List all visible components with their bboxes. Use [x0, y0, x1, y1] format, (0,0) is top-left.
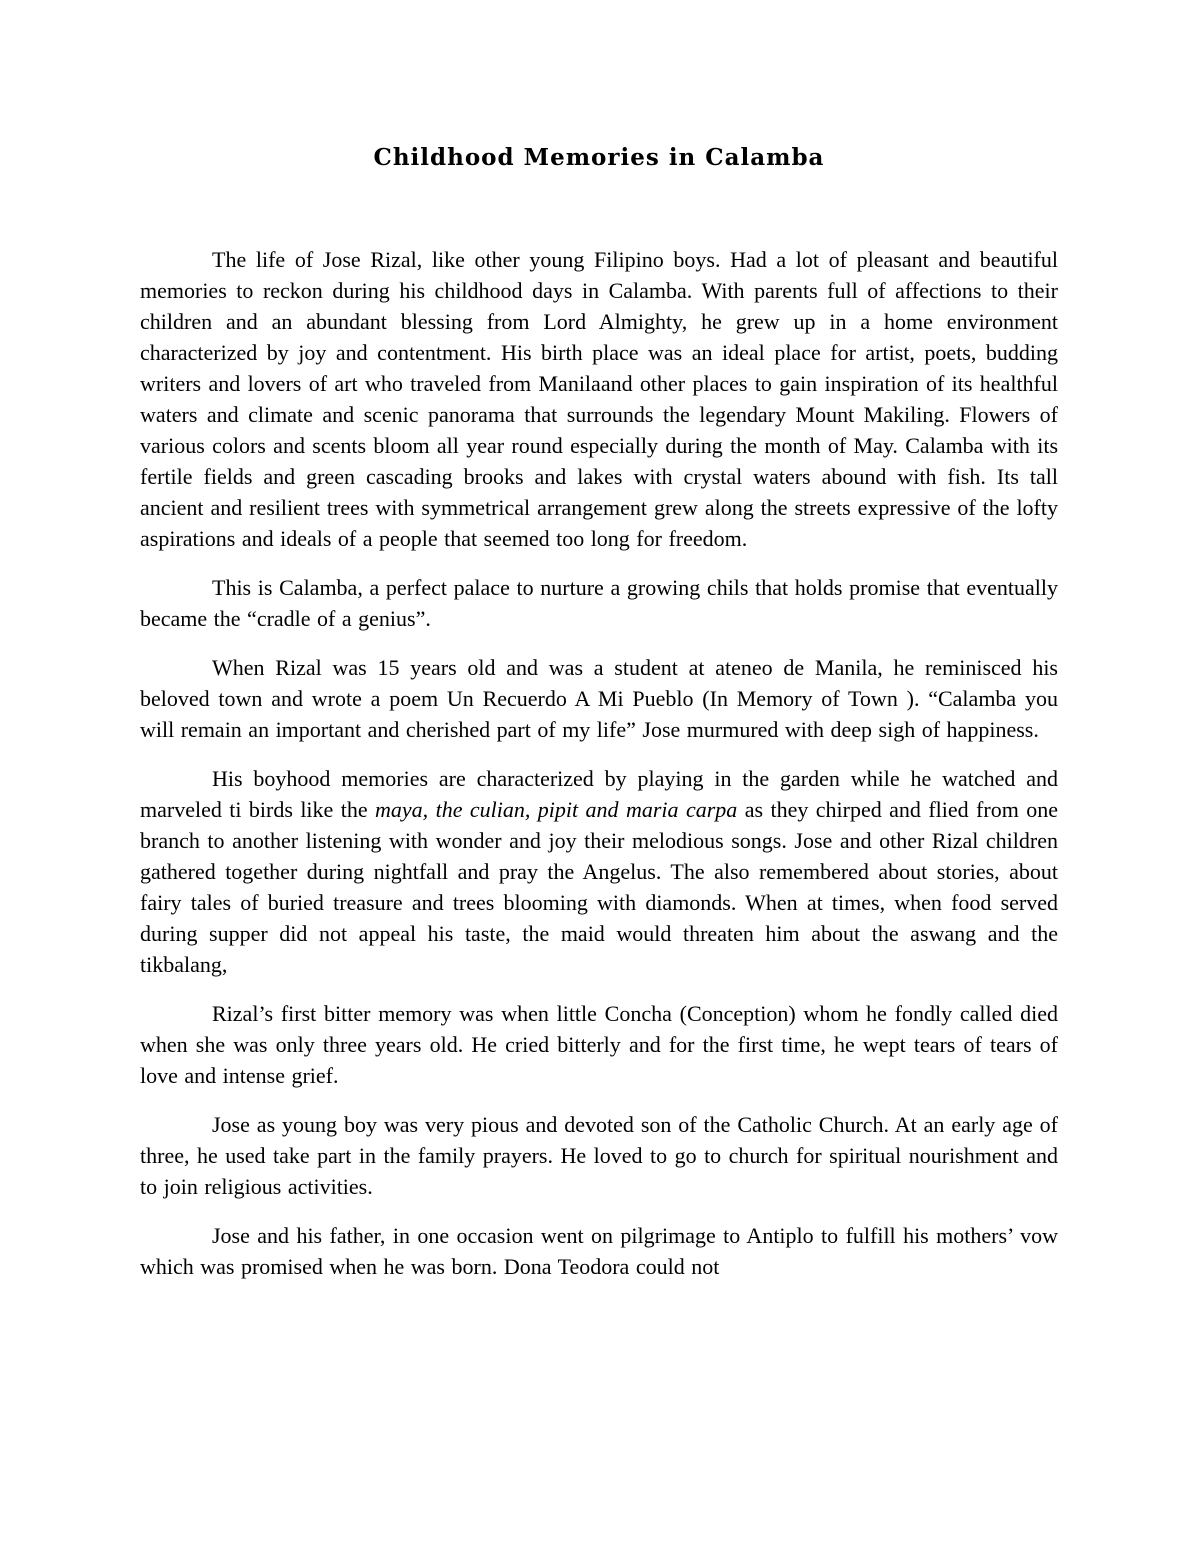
paragraph-4-text-end: as they chirped and flied from one branch to another listening with wonder and joy their melodious songs. Jose and other Rizal children gathered together during nightfall and pray the Angelus. The also remembered about stories, about fairy tales of buried treasure and trees blooming with diamonds. When at times, when food served during supper did not appeal his taste, the maid would threaten him about the aswang and the tikbalang,: [140, 797, 1059, 977]
paragraph-3: When Rizal was 15 years old and was a student at ateneo de Manila, he reminisced his beloved town and wrote a poem Un Recuerdo A Mi Pueblo (In Memory of Town ). “Calamba you will remain an important and cherished part of my life” Jose murmured with deep sigh of happiness.: [140, 655, 1058, 742]
paragraph-4-text-start: His boyhood memories are characterized by playing in the garden while he watched and marveled ti birds like the: [140, 766, 1058, 822]
paragraph-6: Jose as young boy was very pious and devoted son of the Catholic Church. At an early age of three, he used take part in the family prayers. He loved to go to church for spiritual nourishment and to join religious activities.: [140, 1112, 1058, 1199]
document-body: [140, 244, 1058, 1300]
paragraph-7: Jose and his father, in one occasion went on pilgrimage to Antiplo to fulfill his mothers’ vow which was promised when he was born. Dona Teodora could not: [140, 1223, 1058, 1279]
paragraph-4: [140, 763, 1058, 980]
paragraph-2: This is Calamba, a perfect palace to nurture a growing chils that holds promise that eventually became the “cradle of a genius”.: [140, 575, 1058, 631]
paragraph-4-bird-names: maya, the culian, pipit and maria carpa: [375, 797, 738, 822]
document-title: Childhood Memories in Calamba: [373, 144, 825, 171]
paragraph-1: The life of Jose Rizal, like other young Filipino boys. Had a lot of pleasant and beautiful memories to reckon during his childhood days in Calamba. With parents full of affections to their children and an abundant blessing from Lord Almighty, he grew up in a home environment characterized by joy and contentment. His birth place was an ideal place for artist, poets, budding writers and lovers of art who traveled from Manilaand other places to gain inspiration of its healthful waters and climate and scenic panorama that surrounds the legendary Mount Makiling. Flowers of various colors and scents bloom all year round especially during the month of May. Calamba with its fertile fields and green cascading brooks and lakes with crystal waters abound with fish. Its tall ancient and resilient trees with symmetrical arrangement grew along the streets expressive of the lofty aspirations and ideals of a people that seemed too long for freedom.: [140, 247, 1058, 551]
paragraph-5: Rizal’s first bitter memory was when little Concha (Conception) whom he fondly called died when she was only three years old. He cried bitterly and for the first time, he wept tears of tears of love and intense grief.: [140, 1001, 1058, 1088]
